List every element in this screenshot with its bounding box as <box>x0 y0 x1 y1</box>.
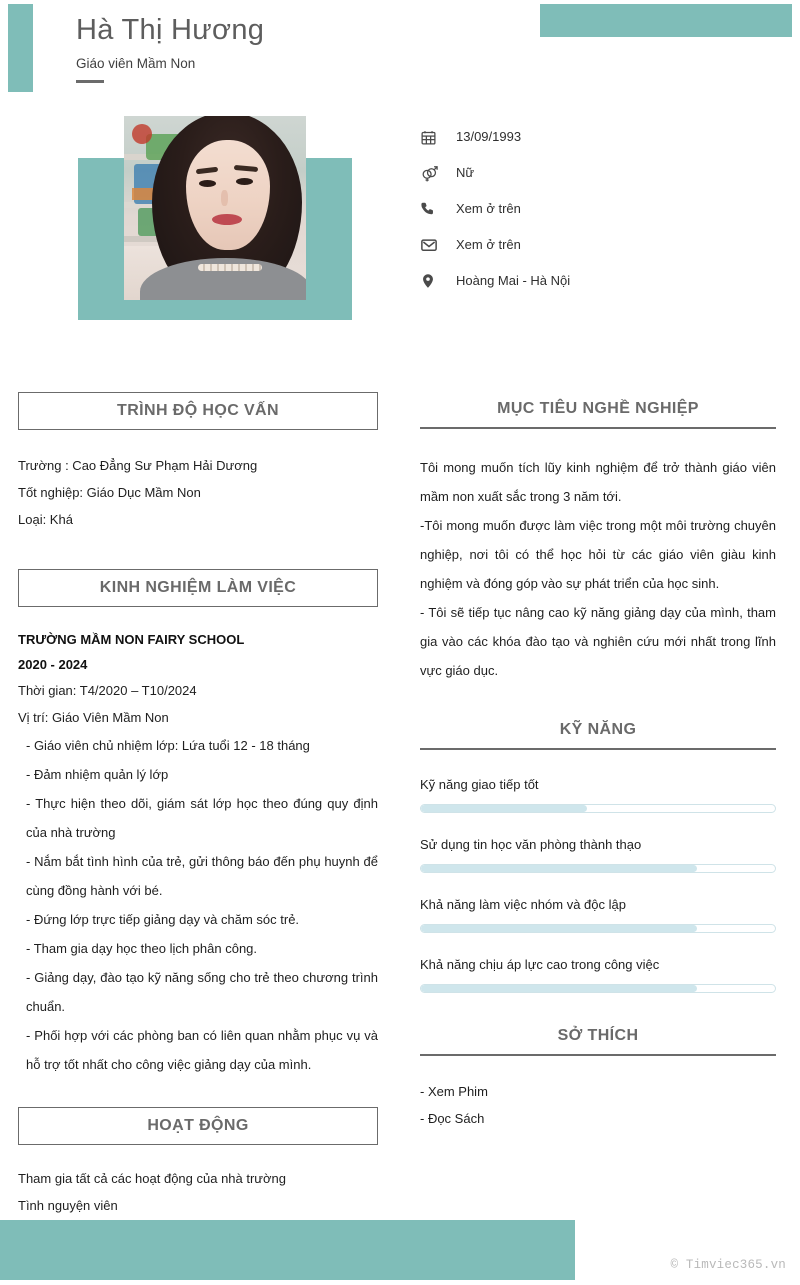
contact-value-email: Xem ở trên <box>456 237 521 252</box>
skill-progress-bar <box>420 864 776 873</box>
skill-progress-fill <box>421 805 587 812</box>
experience-duty: - Tham gia dạy học theo lịch phân công. <box>26 941 258 956</box>
contact-row-email <box>420 234 760 270</box>
experience-duty: - Nắm bắt tình hình của trẻ, gửi thông báo đến phụ huynh để cùng đồng hành với bé. <box>26 854 378 898</box>
activity-line: Tham gia tất cả các hoạt động của nhà trường <box>18 1171 286 1186</box>
objective-paragraph: - Tôi sẽ tiếp tục nâng cao kỹ năng giảng dạy của mình, tham gia vào các khóa đào tạo và nghiên cứu mới nhất trong lĩnh vực giáo dục. <box>420 605 776 678</box>
gender-icon <box>420 162 444 184</box>
skill-label: Khả năng làm việc nhóm và độc lập <box>420 897 626 912</box>
education-line: Trường : Cao Đẳng Sư Phạm Hải Dương <box>18 458 258 473</box>
footer-accent-bar <box>0 1220 575 1280</box>
experience-duty: - Thực hiện theo dõi, giám sát lớp học theo đúng quy định của nhà trường <box>26 796 378 840</box>
calendar-icon <box>420 126 444 148</box>
skill-progress-bar <box>420 984 776 993</box>
section-heading-skills: KỸ NĂNG <box>420 721 776 750</box>
contact-value-location: Hoàng Mai - Hà Nội <box>456 273 571 288</box>
contact-row-phone <box>420 198 760 234</box>
skills-section <box>420 721 776 993</box>
skill-item <box>420 894 776 933</box>
experience-company: TRƯỜNG MẦM NON FAIRY SCHOOL <box>18 632 245 647</box>
skill-label: Kỹ năng giao tiếp tốt <box>420 777 539 792</box>
section-heading-experience: KINH NGHIỆM LÀM VIỆC <box>18 569 378 607</box>
skill-progress-fill <box>421 985 697 992</box>
contact-row-gender <box>420 162 760 198</box>
photo-nose <box>221 190 228 206</box>
activity-line: Tình nguyện viên <box>18 1198 118 1213</box>
section-heading-hobbies: SỞ THÍCH <box>420 1027 776 1056</box>
contact-value-phone: Xem ở trên <box>456 201 521 216</box>
contact-row-location <box>420 270 760 306</box>
skill-label: Sử dụng tin học văn phòng thành thạo <box>420 837 642 852</box>
skill-progress-bar <box>420 804 776 813</box>
hobbies-body <box>420 1078 776 1132</box>
photo-eye <box>199 180 216 187</box>
skill-item <box>420 834 776 873</box>
skills-body <box>420 774 776 993</box>
photo-lips <box>212 214 242 225</box>
education-line: Tốt nghiệp: Giáo Dục Mầm Non <box>18 485 201 500</box>
skill-item <box>420 954 776 993</box>
contact-row-birthdate <box>420 126 760 162</box>
experience-duty: - Giảng dạy, đào tạo kỹ năng sống cho trẻ theo chương trình chuẩn. <box>26 970 378 1014</box>
photo-necklace <box>198 264 262 271</box>
experience-section <box>18 569 378 1079</box>
experience-body <box>18 627 378 1079</box>
education-body <box>18 452 378 533</box>
experience-duty: - Giáo viên chủ nhiệm lớp: Lứa tuổi 12 - 18 tháng <box>26 738 310 753</box>
experience-duration: Thời gian: T4/2020 – T10/2024 <box>18 683 197 698</box>
experience-duty: - Đảm nhiệm quản lý lớp <box>26 767 169 782</box>
objective-paragraph: Tôi mong muốn tích lũy kinh nghiệm để trở thành giáo viên mầm non xuất sắc trong 3 năm tới. <box>420 460 776 504</box>
section-heading-activities: HOẠT ĐỘNG <box>18 1107 378 1145</box>
header-accent-bar-right <box>540 4 792 37</box>
skill-item <box>420 774 776 813</box>
photo-wall-decor <box>132 124 152 144</box>
experience-position: Vị trí: Giáo Viên Mầm Non <box>18 710 169 725</box>
contact-value-birthdate: 13/09/1993 <box>456 129 522 144</box>
hobby-item: - Xem Phim <box>420 1084 488 1099</box>
hobby-item: - Đọc Sách <box>420 1111 485 1126</box>
header-accent-bar-left <box>8 4 33 92</box>
experience-duty: - Phối hợp với các phòng ban có liên quan nhằm phục vụ và hỗ trợ tốt nhất cho công việc giảng dạy của mình. <box>26 1028 378 1072</box>
skill-progress-bar <box>420 924 776 933</box>
candidate-name: Hà Thị Hương <box>76 14 265 46</box>
candidate-job-title: Giáo viên Mầm Non <box>76 56 196 71</box>
skill-progress-fill <box>421 865 697 872</box>
left-column <box>18 392 378 1246</box>
email-icon <box>420 234 444 256</box>
phone-icon <box>420 198 444 220</box>
section-heading-education: TRÌNH ĐỘ HỌC VẤN <box>18 392 378 430</box>
photo-eye <box>236 178 253 185</box>
section-heading-objective: MỤC TIÊU NGHỀ NGHIỆP <box>420 400 776 429</box>
skill-progress-fill <box>421 925 697 932</box>
objective-paragraph: -Tôi mong muốn được làm việc trong một môi trường chuyên nghiệp, nơi tôi có thể học hỏi từ các giáo viên giàu kinh nghiệm và đóng góp vào sự phát triển của học sinh. <box>420 518 776 591</box>
candidate-photo <box>124 116 306 300</box>
contact-value-gender: Nữ <box>456 165 475 180</box>
location-pin-icon <box>420 270 444 292</box>
right-column <box>420 400 776 1132</box>
experience-duty: - Đứng lớp trực tiếp giảng dạy và chăm sóc trẻ. <box>26 912 300 927</box>
watermark: © Timviec365.vn <box>670 1258 786 1272</box>
contact-list <box>420 126 760 306</box>
hobbies-section <box>420 1027 776 1132</box>
education-line: Loại: Khá <box>18 512 73 527</box>
objective-body <box>420 453 776 685</box>
skill-label: Khả năng chịu áp lực cao trong công việc <box>420 957 660 972</box>
title-underline-rule <box>76 80 104 83</box>
experience-years: 2020 - 2024 <box>18 657 88 672</box>
